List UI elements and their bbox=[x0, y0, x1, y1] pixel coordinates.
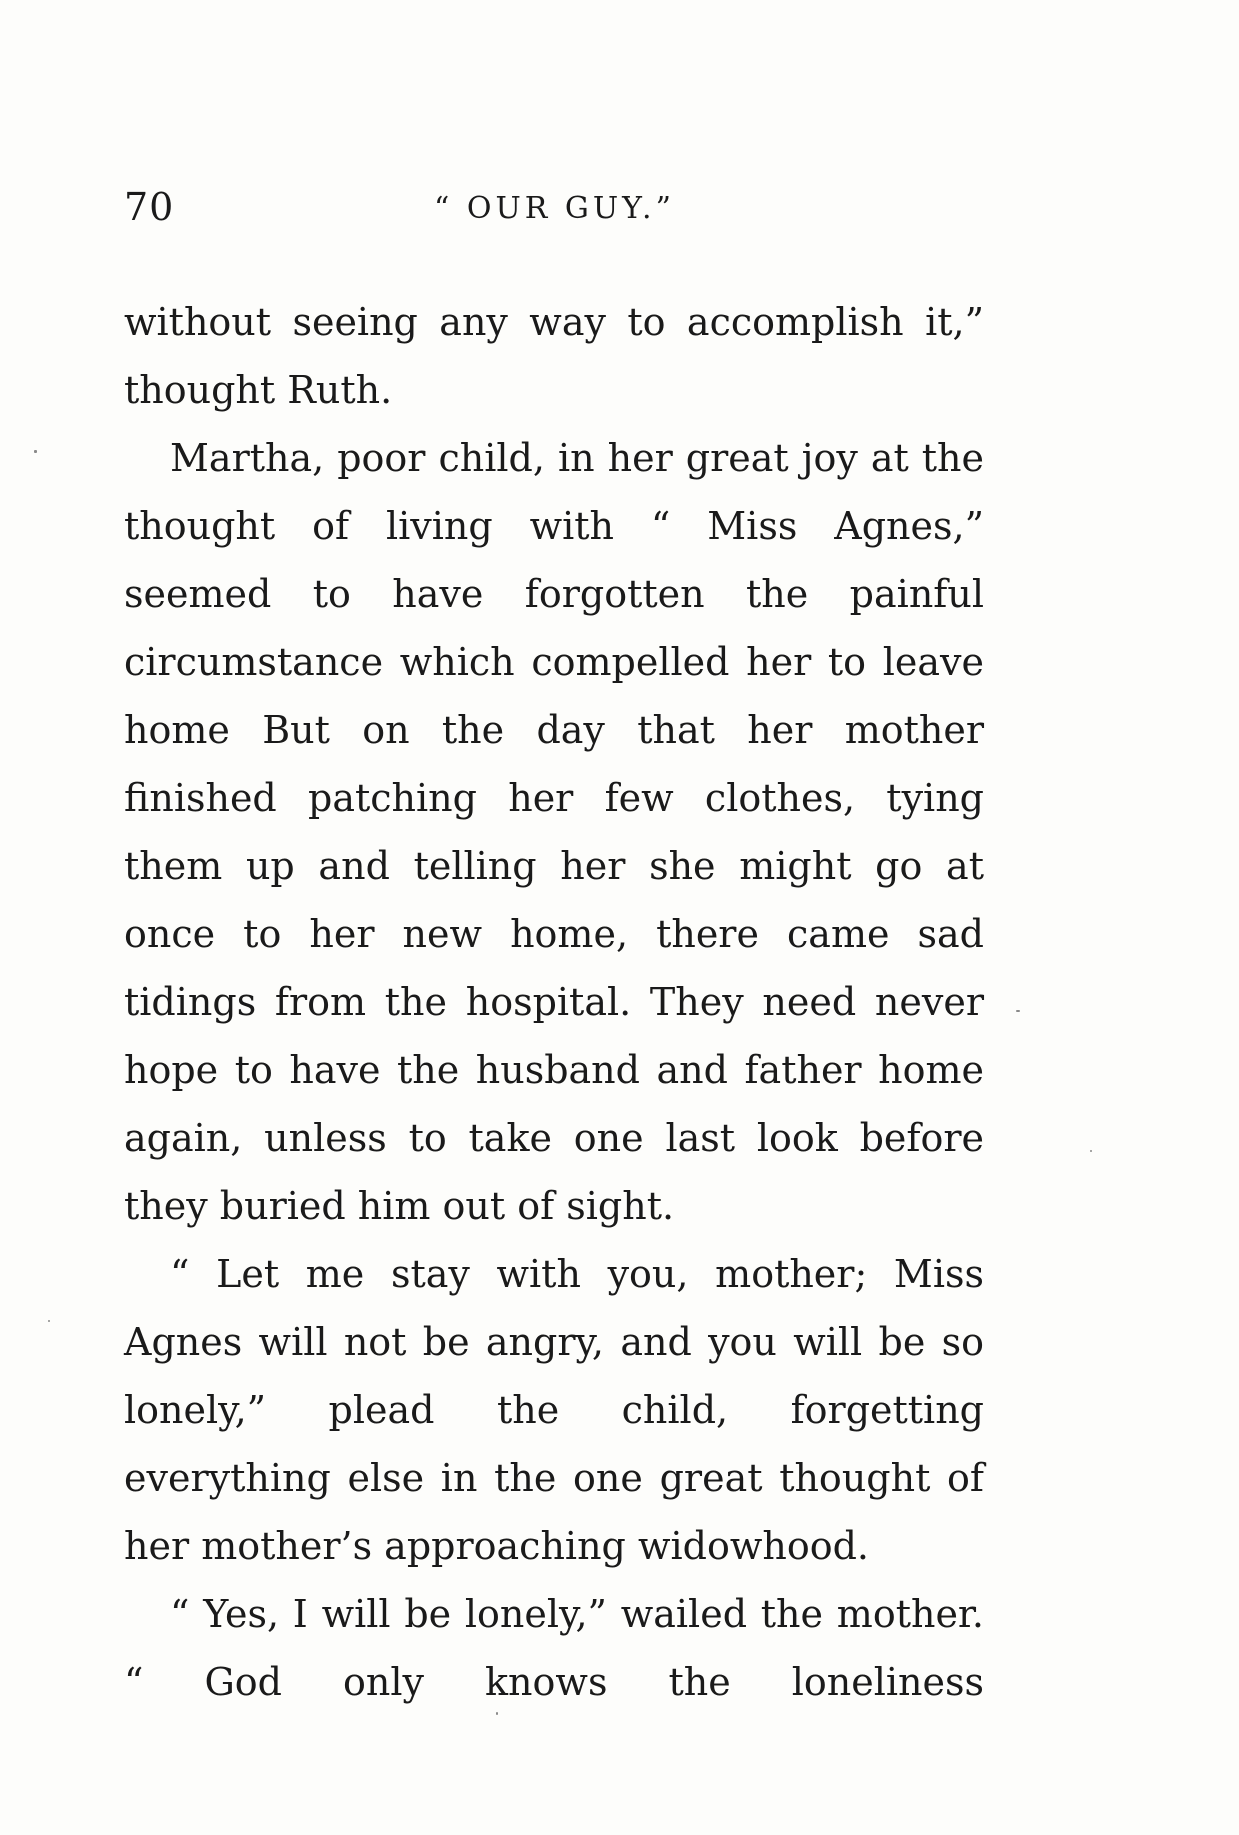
paragraph-continuation: without seeing any way to accomplish it,” thought Ruth. bbox=[124, 300, 984, 412]
scan-speck bbox=[1090, 1150, 1092, 1152]
scan-speck bbox=[1016, 1010, 1020, 1012]
running-head bbox=[124, 182, 984, 232]
scan-speck bbox=[34, 450, 37, 453]
page-number: 70 bbox=[124, 185, 175, 229]
paragraph-martha: Martha, poor child, in her great joy at the thought of living with “ Miss Agnes,” seemed to have forgotten the painful circumstance which compelled her to leave home But on the day that her mother finished patching her few clothes, tying them up and telling her she might go at once to her new home, there came sad tidings from the hospital. They need never hope to have the husband and father home again, unless to take one last look before they buried him out of sight. bbox=[124, 436, 984, 1228]
paragraph-let-me-stay: “ Let me stay with you, mother; Miss Agnes will not be angry, and you will be so lonely,” plead the child, forgetting everything else in the one great thought of her mother’s approaching widowhood. bbox=[124, 1252, 984, 1568]
scan-speck bbox=[496, 1712, 498, 1715]
scan-speck bbox=[48, 1320, 50, 1322]
running-title: “ OUR GUY.” bbox=[434, 191, 675, 226]
paragraph-yes-lonely: “ Yes, I will be lonely,” wailed the mother. “ God only knows the loneliness bbox=[124, 1592, 984, 1704]
body-text bbox=[124, 288, 984, 1716]
